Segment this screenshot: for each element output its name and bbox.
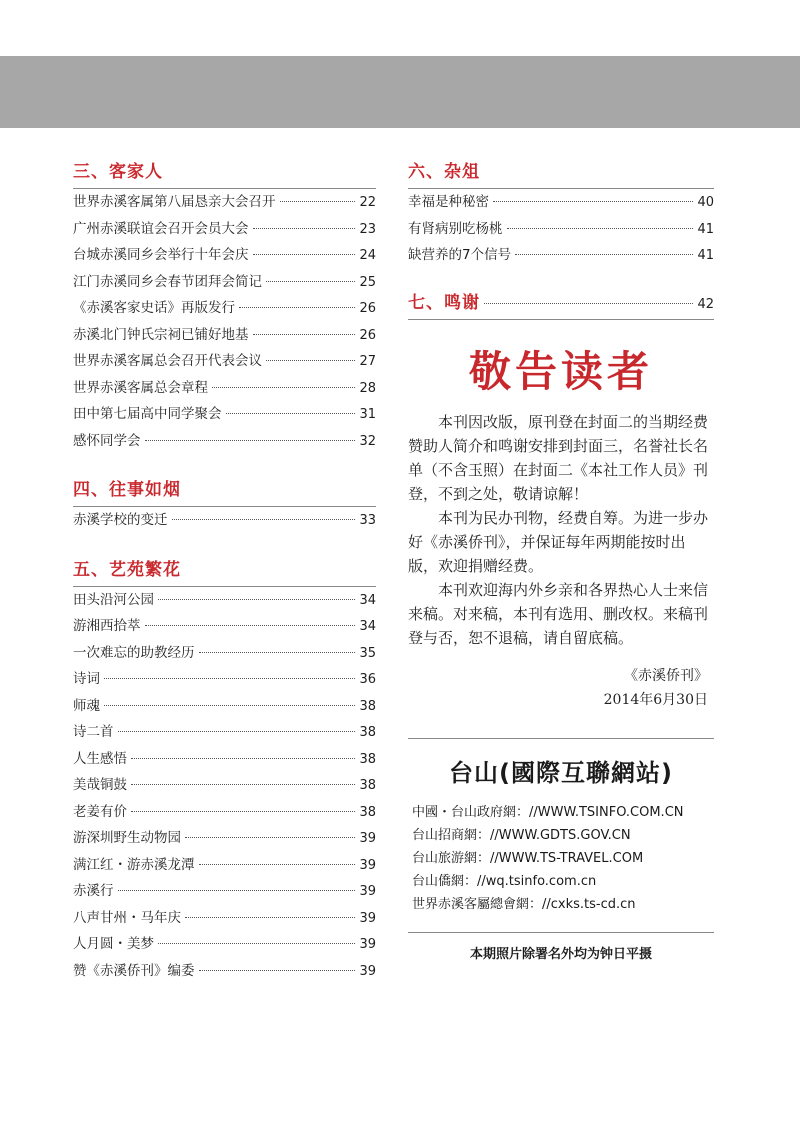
divider: [408, 319, 714, 320]
website-entry: 台山旅游網：//WWW.TS-TRAVEL.COM: [412, 850, 644, 866]
page-number: 39: [359, 857, 376, 873]
toc-item-title: 游深圳野生动物园: [73, 830, 181, 846]
leader-dots: [131, 811, 355, 812]
notice-sign-name: 《赤溪侨刊》: [624, 667, 708, 684]
section-gap: [73, 534, 376, 556]
toc-item[interactable]: [73, 375, 376, 402]
toc-section: [73, 476, 376, 534]
leader-dots: [266, 281, 355, 282]
website-entry: 台山招商網：//WWW.GDTS.GOV.CN: [412, 827, 631, 843]
toc-item[interactable]: [73, 295, 376, 322]
section-title: 七、鸣谢: [408, 292, 480, 313]
section-title: 六、杂俎: [408, 158, 714, 189]
leader-dots: [212, 387, 355, 388]
notice-title: 敬告读者: [468, 346, 653, 396]
toc-item-title: 世界赤溪客属总会召开代表会议: [73, 353, 262, 369]
section-title: 五、艺苑繁花: [73, 556, 376, 587]
toc-left-column: [73, 158, 376, 984]
page-number: 26: [359, 301, 376, 316]
notice-paragraph: 本刊欢迎海内外乡亲和各界热心人士来信来稿。对来稿，本刊有选用、删改权。来稿刊登与否，恕不退稿，请自留底稿。: [408, 580, 709, 647]
websites-title: 台山(國際互聯網站): [449, 758, 673, 787]
toc-item-title: 一次难忘的助教经历: [73, 644, 195, 661]
toc-list: [73, 189, 376, 454]
leader-dots: [172, 519, 356, 520]
leader-dots: [280, 201, 356, 202]
page-number: 27: [359, 354, 376, 369]
toc-item[interactable]: [73, 507, 376, 534]
page-number: 33: [359, 513, 376, 528]
toc-list: [408, 189, 714, 269]
website-entry: 世界赤溪客屬總會網：//cxks.ts-cd.cn: [412, 896, 636, 912]
toc-item[interactable]: [408, 242, 714, 269]
toc-item-title: 江门赤溪同乡会春节团拜会简记: [73, 273, 262, 290]
toc-item-title: 满江红・游赤溪龙潭: [73, 856, 195, 873]
toc-item[interactable]: [73, 401, 376, 428]
toc-item-title: 世界赤溪客属第八届恳亲大会召开: [73, 194, 276, 210]
leader-dots: [199, 864, 356, 865]
toc-item[interactable]: [73, 693, 376, 720]
toc-item[interactable]: [73, 666, 376, 693]
websites-list: [412, 801, 714, 916]
page-number: 41: [697, 248, 714, 263]
website-entry: 台山僑網：//wq.tsinfo.com.cn: [412, 873, 597, 889]
toc-item-title: 台城赤溪同乡会举行十年会庆: [73, 247, 249, 263]
section-title: 四、往事如烟: [73, 476, 376, 507]
toc-item-title: 诗二首: [73, 724, 114, 740]
leader-dots: [266, 360, 355, 361]
toc-item-title: 赤溪学校的变迁: [73, 512, 168, 528]
website-entry: 中國・台山政府網：//WWW.TSINFO.COM.CN: [412, 804, 684, 820]
toc-item[interactable]: [408, 216, 714, 243]
toc-section: [73, 556, 376, 985]
toc-item[interactable]: [73, 772, 376, 799]
notice-body: [408, 410, 714, 650]
toc-section-six: [408, 158, 714, 269]
leader-dots: [104, 705, 355, 706]
page-number: 22: [359, 195, 376, 210]
toc-list: [73, 587, 376, 985]
page-number: 38: [359, 725, 376, 740]
toc-item[interactable]: [73, 931, 376, 958]
toc-item-title: 赞《赤溪侨刊》编委: [73, 962, 195, 979]
page-number: 42: [697, 296, 714, 312]
toc-item-title: 缺营养的7个信号: [408, 247, 512, 263]
page-number: 39: [359, 963, 376, 979]
page-number: 39: [359, 937, 376, 952]
section-title: 三、客家人: [73, 158, 376, 189]
leader-dots: [185, 917, 355, 918]
toc-item[interactable]: [73, 428, 376, 455]
toc-item-title: 有肾病别吃杨桃: [408, 220, 503, 237]
toc-item-title: 田中第七届高中同学聚会: [73, 406, 222, 422]
notice-paragraph: 本刊为民办刊物，经费自筹。为进一步办好《赤溪侨刊》，并保证每年两期能按时出版，欢迎捐赠经费。: [408, 508, 709, 575]
page-number: 38: [359, 698, 376, 714]
toc-item-title: 老姜有价: [73, 803, 127, 820]
page-number: 39: [359, 831, 376, 846]
page-number: 40: [697, 195, 714, 210]
toc-item[interactable]: [408, 289, 714, 319]
page-number: 35: [359, 645, 376, 661]
page-number: 24: [359, 248, 376, 263]
toc-item-title: 感怀同学会: [73, 432, 141, 449]
toc-item-title: 人生感悟: [73, 750, 127, 767]
toc-item[interactable]: [73, 242, 376, 269]
websites-block: [408, 753, 714, 916]
toc-right-column: [408, 158, 714, 967]
toc-item-title: 游湘西拾萃: [73, 618, 141, 634]
leader-dots: [145, 625, 356, 626]
page-number: 38: [359, 804, 376, 820]
leader-dots: [493, 201, 693, 202]
page-number: 25: [359, 274, 376, 290]
section-gap: [73, 454, 376, 476]
toc-item-title: 田头沿河公园: [73, 591, 154, 608]
leader-dots: [253, 228, 356, 229]
toc-item-title: 赤溪行: [73, 883, 114, 899]
leader-dots: [145, 440, 356, 441]
toc-section: [73, 158, 376, 454]
toc-item-title: 广州赤溪联谊会召开会员大会: [73, 220, 249, 237]
leader-dots: [199, 970, 356, 971]
leader-dots: [158, 943, 355, 944]
toc-item[interactable]: [73, 189, 376, 216]
toc-item[interactable]: [73, 852, 376, 879]
leader-dots: [185, 837, 355, 838]
leader-dots: [118, 731, 356, 732]
toc-item-title: 八声甘州・马年庆: [73, 909, 181, 926]
toc-item-title: 美哉铜鼓: [73, 777, 127, 793]
leader-dots: [158, 599, 355, 600]
notice-block: [408, 340, 714, 712]
toc-item[interactable]: [73, 640, 376, 667]
toc-section-seven: [408, 289, 714, 320]
page-number: 34: [359, 592, 376, 608]
page-number: 28: [359, 380, 376, 396]
toc-item[interactable]: [73, 719, 376, 746]
toc-item-title: 《赤溪客家史话》再版发行: [73, 300, 235, 316]
divider: [408, 932, 714, 933]
toc-item[interactable]: [73, 322, 376, 349]
toc-item-title: 世界赤溪客属总会章程: [73, 379, 208, 396]
leader-dots: [104, 678, 355, 679]
leader-dots: [131, 784, 355, 785]
toc-left-sections: [73, 158, 376, 984]
toc-item[interactable]: [73, 878, 376, 905]
toc-item-title: 诗词: [73, 671, 100, 687]
page-number: 23: [359, 221, 376, 237]
photo-credit: 本期照片除署名外均为钟日平摄: [469, 946, 652, 962]
toc-item[interactable]: [73, 216, 376, 243]
page-number: 39: [359, 884, 376, 899]
toc-item[interactable]: [73, 613, 376, 640]
page-number: 26: [359, 327, 376, 343]
leader-dots: [199, 652, 356, 653]
page-number: 38: [359, 778, 376, 793]
toc-item-title: 师魂: [73, 697, 100, 714]
page-number: 31: [359, 407, 376, 422]
toc-item[interactable]: [73, 587, 376, 614]
toc-item[interactable]: [73, 269, 376, 296]
toc-item-title: 幸福是种秘密: [408, 194, 489, 210]
toc-item-title: 赤溪北门钟氏宗祠已铺好地基: [73, 326, 249, 343]
leader-dots: [131, 758, 355, 759]
toc-item[interactable]: [73, 348, 376, 375]
page-number: 36: [359, 672, 376, 687]
leader-dots: [239, 307, 355, 308]
notice-paragraph: 本刊因改版，原刊登在封面二的当期经费赞助人简介和鸣谢安排到封面三，名誉社长名单（不含玉照）在封面二《本社工作人员》刊登，不到之处，敬请谅解！: [408, 412, 709, 503]
page-number: 39: [359, 910, 376, 926]
leader-dots: [118, 890, 356, 891]
leader-dots: [515, 254, 693, 255]
toc-item[interactable]: [73, 799, 376, 826]
leader-dots: [507, 228, 694, 229]
toc-item[interactable]: [408, 189, 714, 216]
toc-item[interactable]: [73, 905, 376, 932]
page-number: 34: [359, 619, 376, 634]
header-band: [0, 56, 800, 128]
page-number: 32: [359, 433, 376, 449]
divider: [408, 738, 714, 739]
toc-item[interactable]: [73, 746, 376, 773]
toc-item[interactable]: [73, 825, 376, 852]
page-number: 41: [697, 221, 714, 237]
leader-dots: [484, 303, 693, 304]
leader-dots: [253, 254, 356, 255]
toc-item-title: 人月圆・美梦: [73, 936, 154, 952]
notice-sign-date: 2014年6月30日: [603, 691, 708, 708]
toc-item[interactable]: [73, 958, 376, 985]
toc-list: [73, 507, 376, 534]
leader-dots: [253, 334, 356, 335]
notice-signature: [408, 664, 714, 712]
leader-dots: [226, 413, 356, 414]
page-number: 38: [359, 751, 376, 767]
